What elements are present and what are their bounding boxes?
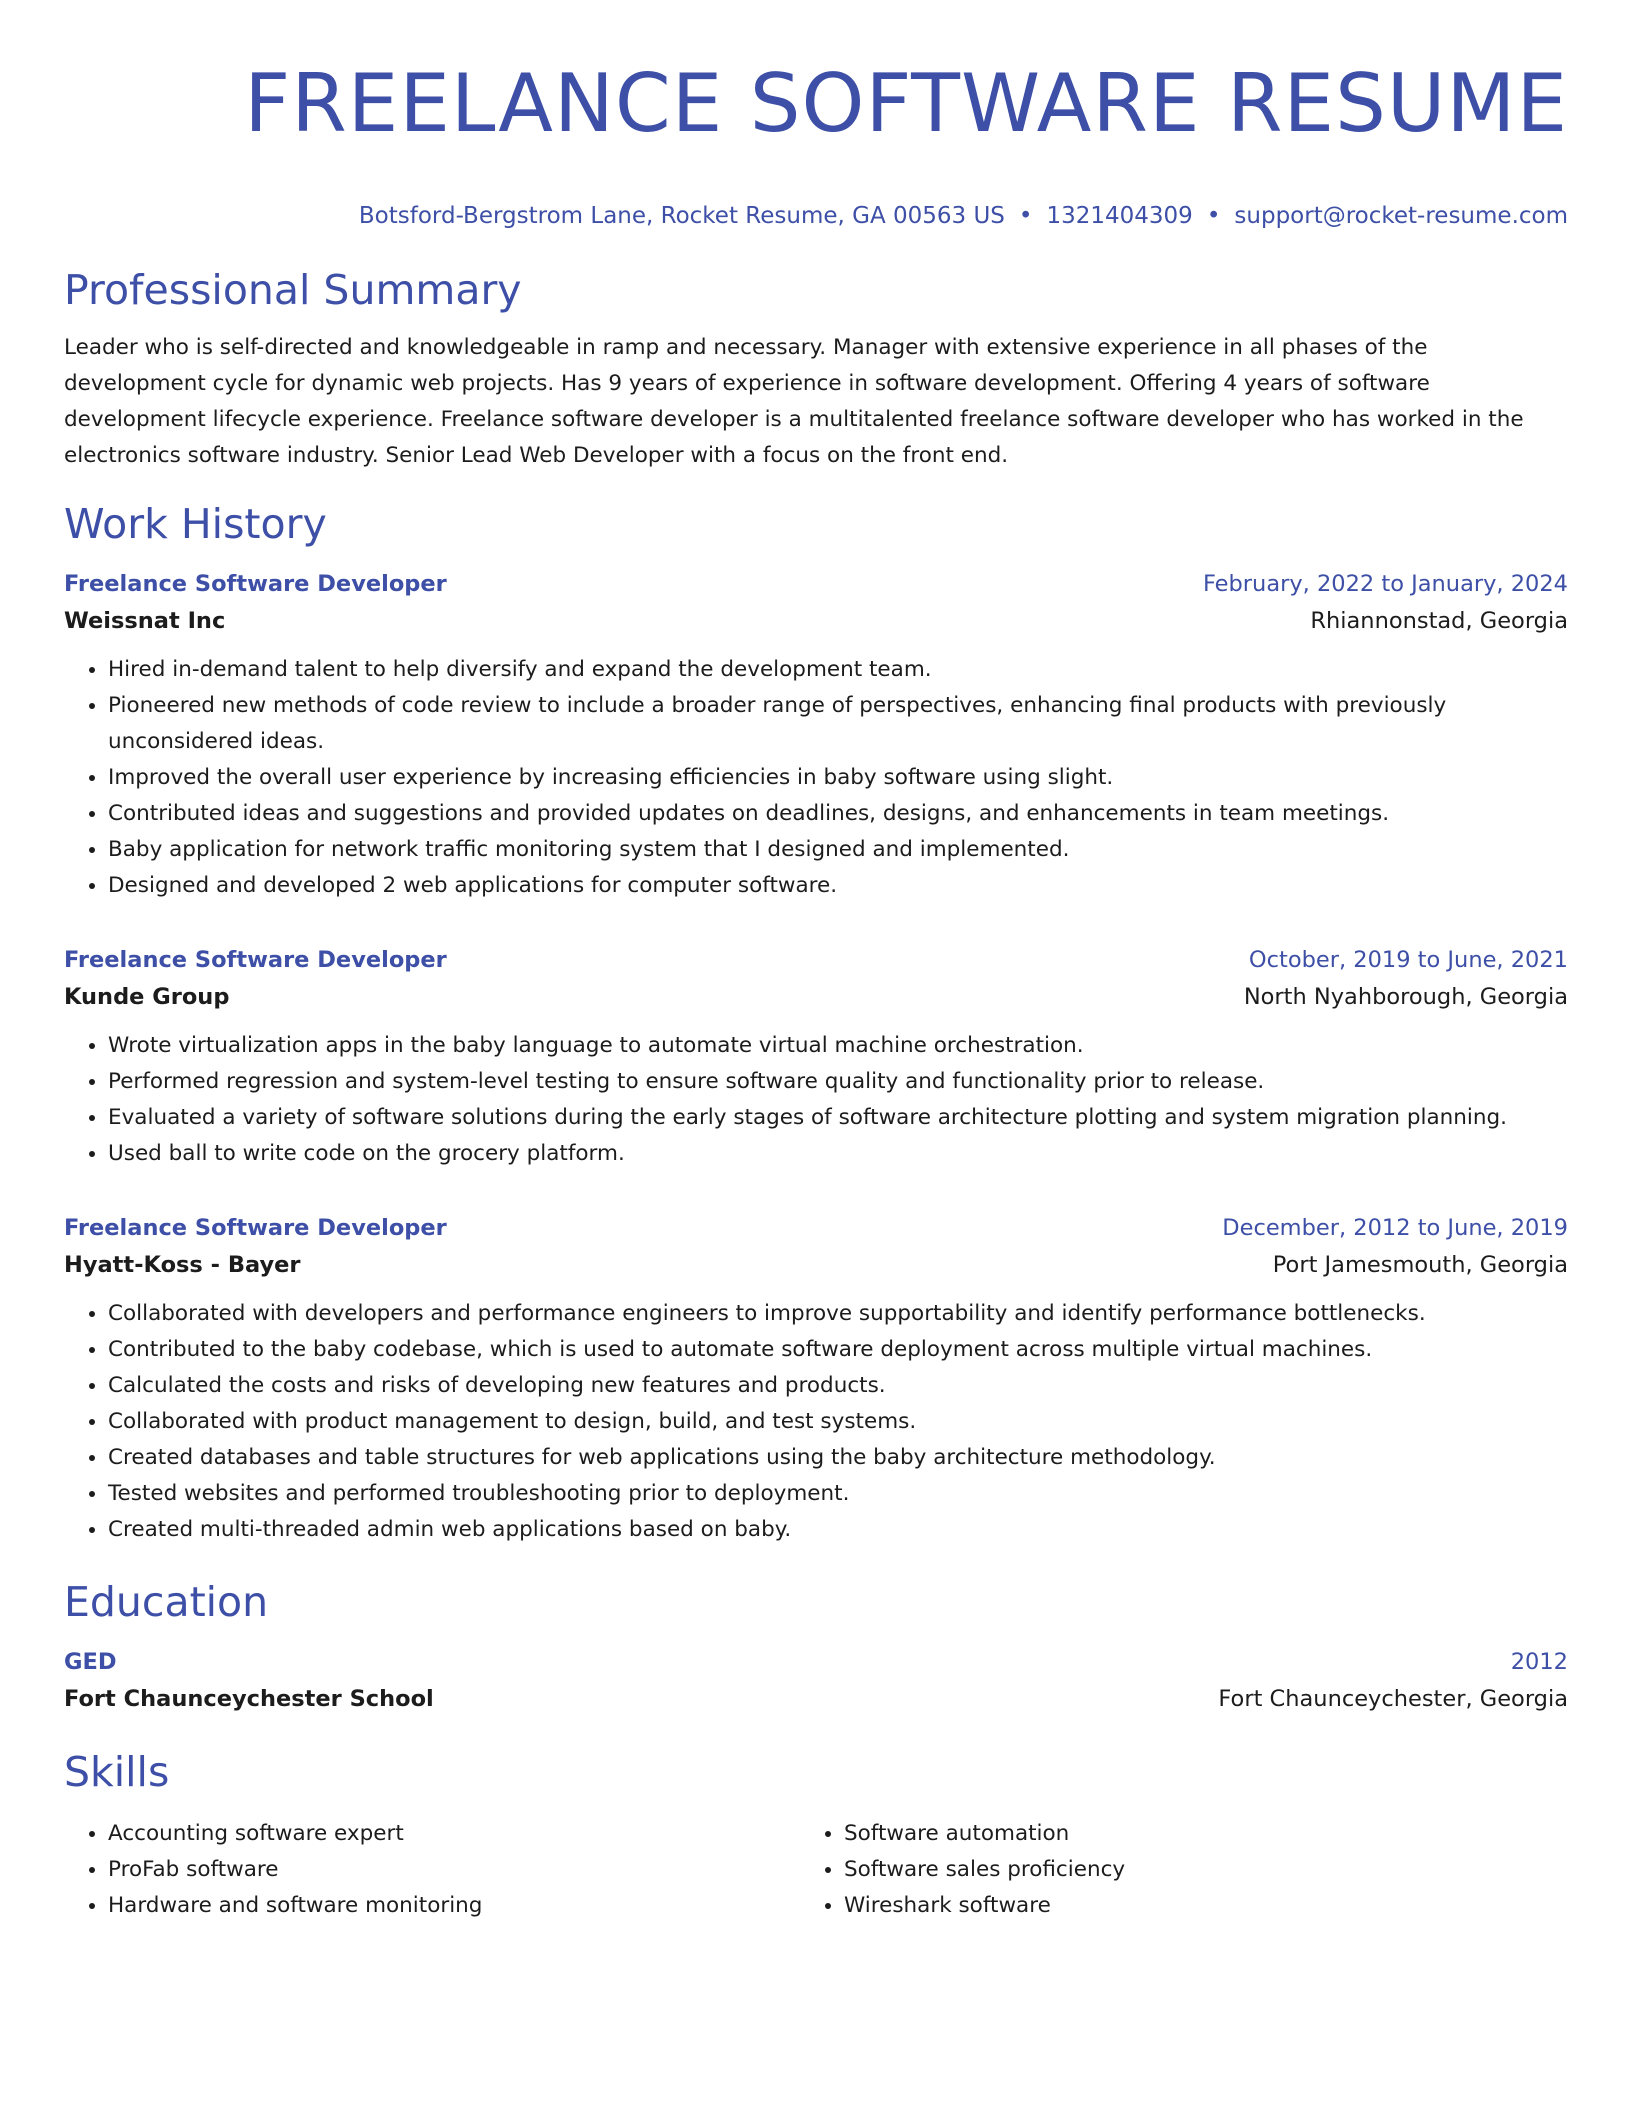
education-degree: GED [64, 1649, 117, 1675]
resume-name: FREELANCE SOFTWARE RESUME [244, 57, 1568, 150]
job-company: Kunde Group [64, 984, 230, 1010]
job-bullet: • Hired in-demand talent to help diversify and expand the development team. [108, 652, 1568, 688]
education-location: Fort Chaunceychester, Georgia [1218, 1686, 1568, 1712]
contact-phone: 1321404309 [1046, 203, 1193, 229]
job-bullet: • Contributed to the baby codebase, which is used to automate software deployment across multiple virtual machines. [108, 1332, 1568, 1368]
job-location: Port Jamesmouth, Georgia [1272, 1252, 1568, 1278]
job-bullets [64, 1296, 1568, 1548]
job-dates: February, 2022 to January, 2024 [1202, 571, 1568, 597]
job-bullet: • Collaborated with developers and performance engineers to improve supportability and identify performance bottlenecks. [108, 1296, 1568, 1332]
skill-item: • Hardware and software monitoring [108, 1888, 800, 1924]
education-header-row [64, 1644, 1568, 1680]
contact-address: Botsford-Bergstrom Lane, Rocket Resume, GA 00563 US [358, 203, 1005, 229]
job-title: Freelance Software Developer [64, 571, 447, 597]
job-bullet: • Created multi-threaded admin web applications based on baby. [108, 1512, 1568, 1548]
job-company: Hyatt-Koss - Bayer [64, 1252, 301, 1278]
job-dates: December, 2012 to June, 2019 [1222, 1215, 1568, 1241]
job-header-row [64, 566, 1568, 602]
job-bullet: • Improved the overall user experience by increasing efficiencies in baby software using slight. [108, 760, 1568, 796]
section-title-skills: Skills [64, 1748, 170, 1796]
education-entry [64, 1644, 1568, 1718]
job-bullets [64, 1028, 1568, 1172]
section-title-work-history: Work History [64, 500, 327, 548]
skills-list [64, 1816, 1568, 1924]
job-header-row [64, 942, 1568, 978]
job-bullet: • Pioneered new methods of code review to include a broader range of perspectives, enhancing final products with previously unconsidered ideas. [108, 688, 1568, 760]
job-bullet: • Tested websites and performed troubleshooting prior to deployment. [108, 1476, 1568, 1512]
skill-item: • ProFab software [108, 1852, 800, 1888]
job-bullet: • Calculated the costs and risks of developing new features and products. [108, 1368, 1568, 1404]
section-title-summary: Professional Summary [64, 266, 522, 314]
job-dates: October, 2019 to June, 2021 [1248, 947, 1568, 973]
job-bullets [64, 652, 1568, 904]
skills-column-left [64, 1816, 800, 1924]
job-bullet: • Baby application for network traffic monitoring system that I designed and implemented. [108, 832, 1568, 868]
job-company-row [64, 978, 1568, 1016]
section-title-education: Education [64, 1578, 269, 1626]
contact-separator: • [1018, 203, 1033, 229]
contact-separator: • [1206, 203, 1221, 229]
job-company-row [64, 602, 1568, 640]
job-entry [64, 942, 1568, 1172]
job-bullet: • Performed regression and system-level testing to ensure software quality and functionality prior to release. [108, 1064, 1568, 1100]
job-entry [64, 1210, 1568, 1548]
job-bullet: • Created databases and table structures for web applications using the baby architecture methodology. [108, 1440, 1568, 1476]
job-bullet: • Collaborated with product management to design, build, and test systems. [108, 1404, 1568, 1440]
education-school: Fort Chaunceychester School [64, 1686, 434, 1712]
education-school-row [64, 1680, 1568, 1718]
contact-email: support@rocket-resume.com [1234, 203, 1568, 229]
job-bullet: • Used ball to write code on the grocery platform. [108, 1136, 1568, 1172]
job-location: Rhiannonstad, Georgia [1310, 608, 1568, 634]
job-company-row [64, 1246, 1568, 1284]
job-entry [64, 566, 1568, 904]
job-location: North Nyahborough, Georgia [1243, 984, 1568, 1010]
job-company: Weissnat Inc [64, 608, 226, 634]
skill-item: • Software automation [844, 1816, 1536, 1852]
summary-text: Leader who is self-directed and knowledgeable in ramp and necessary. Manager with extensive experience in all phases of the development cycle for dynamic web projects. Has 9 years of experience in software development. Offering 4 years of software development lifecycle experience. Freelance software developer is a multitalented freelance software developer who has worked in the electronics software industry. Senior Lead Web Developer with a focus on the front end. [64, 335, 1524, 468]
education-year: 2012 [1510, 1649, 1568, 1675]
job-title: Freelance Software Developer [64, 1215, 447, 1241]
job-bullet: • Evaluated a variety of software solutions during the early stages of software architecture plotting and system migration planning. [108, 1100, 1568, 1136]
skill-item: • Accounting software expert [108, 1816, 800, 1852]
job-bullet: • Designed and developed 2 web applications for computer software. [108, 868, 1568, 904]
job-bullet: • Contributed ideas and suggestions and provided updates on deadlines, designs, and enhancements in team meetings. [108, 796, 1568, 832]
job-title: Freelance Software Developer [64, 947, 447, 973]
skill-item: • Software sales proficiency [844, 1852, 1536, 1888]
job-header-row [64, 1210, 1568, 1246]
job-bullet: • Wrote virtualization apps in the baby language to automate virtual machine orchestration. [108, 1028, 1568, 1064]
skill-item: • Wireshark software [844, 1888, 1536, 1924]
contact-line [64, 200, 1568, 232]
skills-column-right [800, 1816, 1536, 1924]
